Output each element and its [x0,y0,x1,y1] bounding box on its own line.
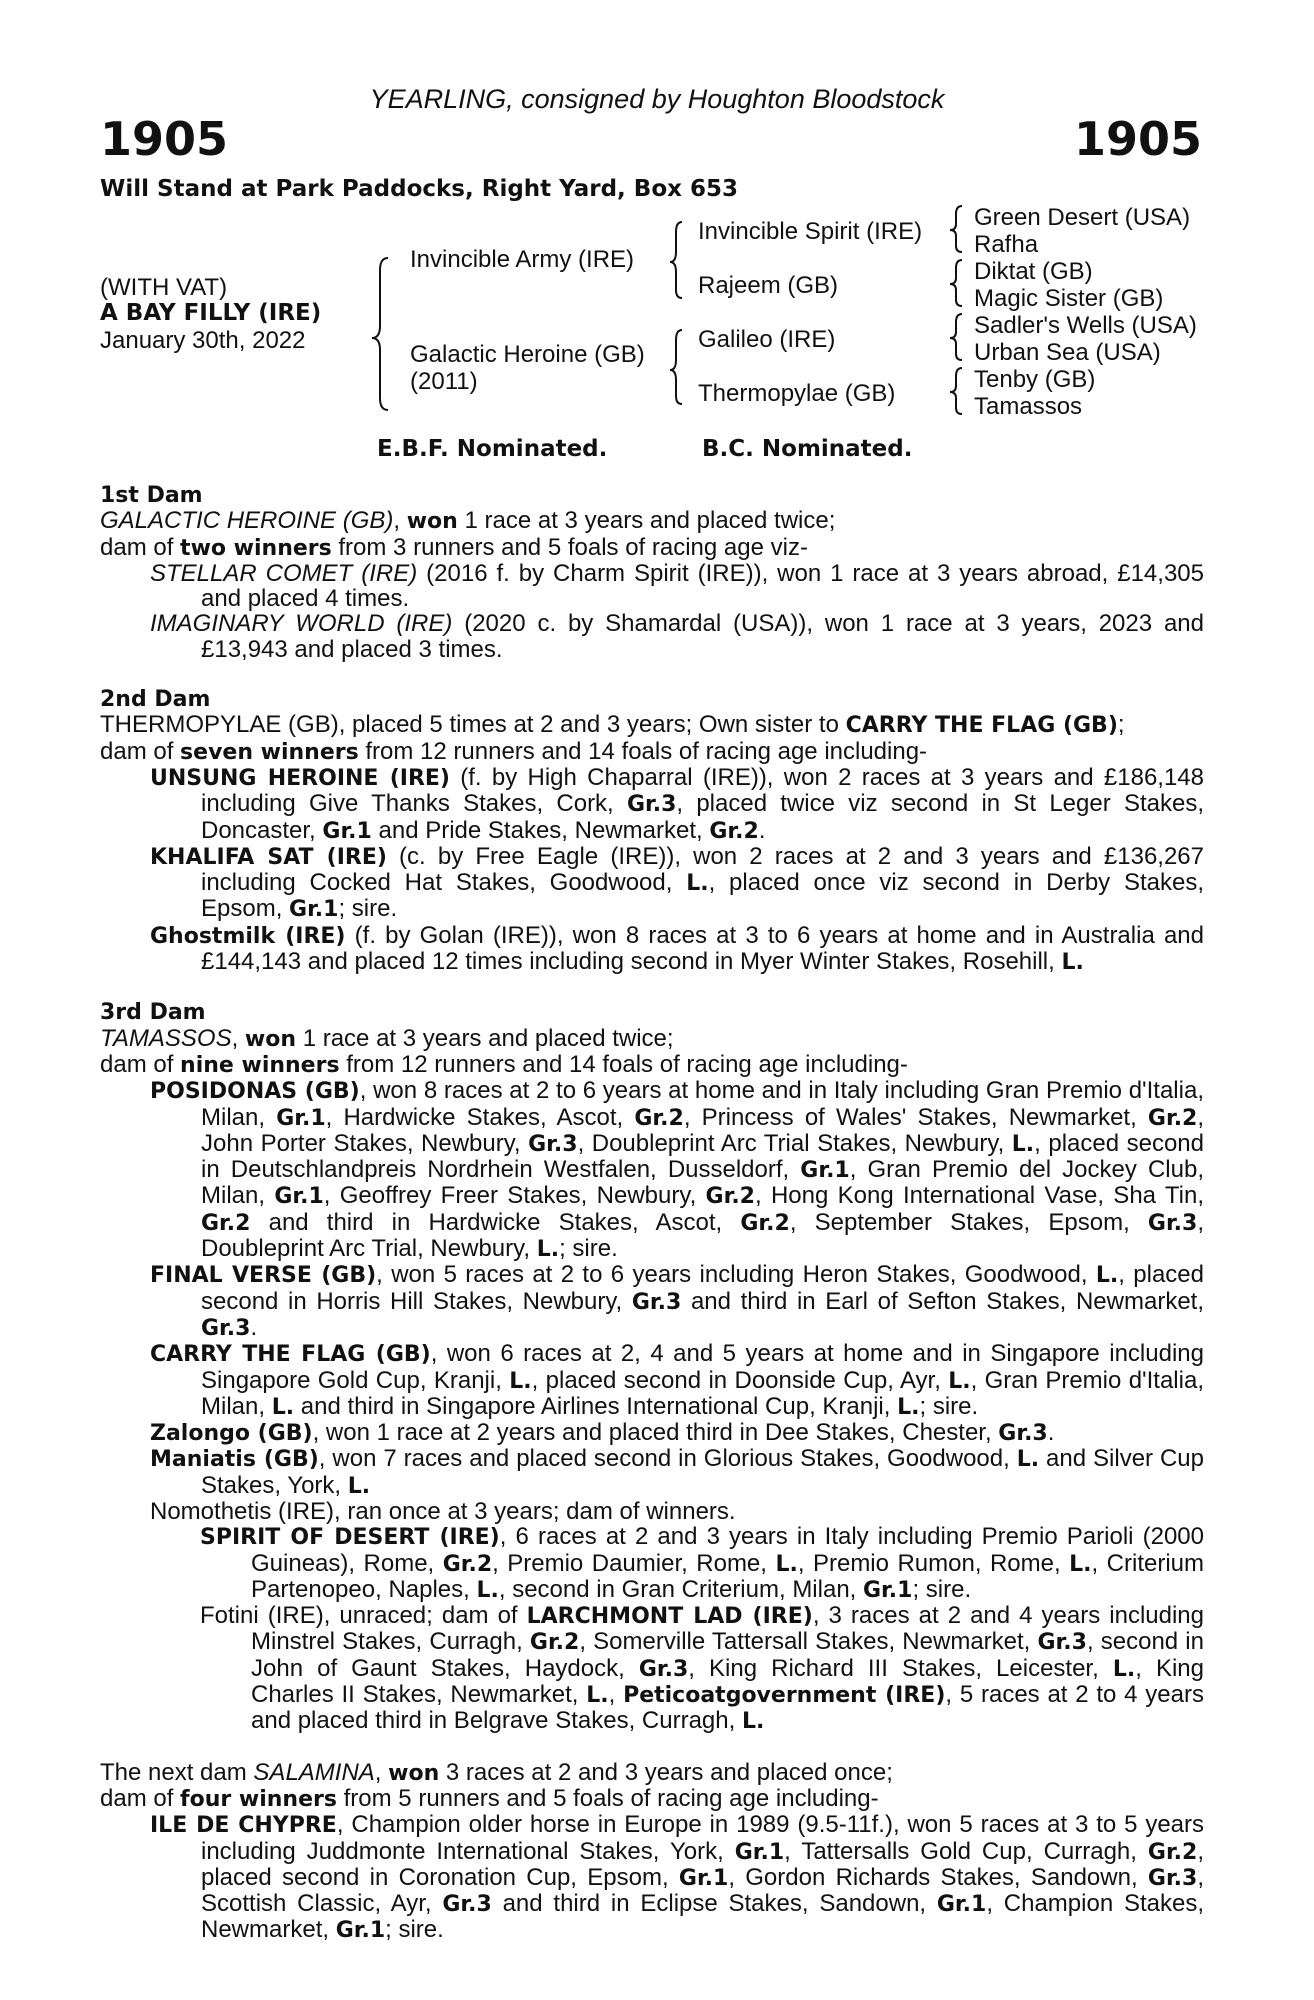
pedigree-dam: Galactic Heroine (GB) [410,341,645,368]
pedigree-sire-dam: Rajeem (GB) [698,272,839,299]
lot-number-left: 1905 [100,112,229,166]
third-dam-progeny-nomothetis: Nomothetis (IRE), ran once at 3 years; dam of winners. [150,1497,736,1525]
pedigree-sss: Green Desert (USA) [974,204,1191,231]
first-dam-name: GALACTIC HEROINE (GB) [100,507,394,535]
brace-sire [670,222,682,298]
pedigree-sire-sire: Invincible Spirit (IRE) [698,218,923,245]
pedigree-ssd: Rafha [974,231,1039,258]
second-dam-produce-summary: dam of seven winners from 12 runners and 14 foals of racing age including- [100,737,928,765]
ebf-nomination: E.B.F. Nominated. [377,436,608,462]
brace-ds [950,314,962,360]
nomothetis-progeny-fotini: Fotini (IRE), unraced; dam of LARCHMONT LAD (IRE), 3 races at 2 and 4 years including Minstrel Stakes, Curragh, Gr.2, Somerville Tattersall Stakes, Newmarket, Gr.3, second in John of Gaunt Stakes, Haydock, Gr.3, King Richard III Stakes, Leicester, L., King Charles II Stakes, Newmarket, L., Peticoatgovernment (IRE), 5 races at 2 to 4 years and placed third in Belgrave Stakes, Curragh, L. [200,1602,1205,1735]
second-dam-heading: 2nd Dam [100,687,211,713]
pedigree-dds: Tenby (GB) [974,366,1096,393]
third-dam-progeny-maniatis: Maniatis (GB), won 7 races and placed second in Glorious Stakes, Goodwood, L. and Silver Cup Stakes, York, L. [150,1445,1204,1499]
next-dam-progeny-ile-de-chypre: ILE DE CHYPRE, Champion older horse in Europe in 1989 (9.5-11f.), won 5 races at 3 to 5 years including Juddmonte International Stakes, York, Gr.1, Tattersalls Gold Cup, Curragh, Gr.2, placed second in Coronation Cup, Epsom, Gr.1, Gordon Richards Stakes, Sandown, Gr.3, Scottish Classic, Ayr, Gr.3 and third in Eclipse Stakes, Sandown, Gr.1, Champion Stakes, Newmarket, Gr.1; sire. [150,1811,1205,1944]
second-dam-record: THERMOPYLAE (GB), placed 5 times at 2 and 3 years; Own sister to CARRY THE FLAG (GB); [100,711,1125,739]
brace-dam [670,330,682,404]
next-dam-produce-summary: dam of four winners from 5 runners and 5 foals of racing age including- [100,1784,879,1812]
brace-main [372,258,388,410]
first-dam-heading: 1st Dam [100,483,203,508]
next-dam-record: The next dam SALAMINA, won 3 races at 2 and 3 years and placed once; [100,1758,893,1786]
lot-number-right: 1905 [1073,112,1202,166]
third-dam-progeny-final-verse: FINAL VERSE (GB), won 5 races at 2 to 6 years including Heron Stakes, Goodwood, L., placed second in Horris Hill Stakes, Newbury, Gr.3 and third in Earl of Sefton Stakes, Newmarket, Gr.3. [150,1261,1205,1341]
first-dam-record: GALACTIC HEROINE (GB), won 1 race at 3 years and placed twice; [100,507,836,535]
pedigree-dam-sire: Galileo (IRE) [698,326,836,353]
second-dam-progeny-1: UNSUNG HEROINE (IRE) (f. by High Chaparral (IRE)), won 2 races at 3 years and £186,148 including Give Thanks Stakes, Cork, Gr.3, placed twice viz second in St Leger Stakes, Doncaster, Gr.1 and Pride Stakes, Newmarket, Gr.2. [150,763,1205,844]
first-dam-produce-summary: dam of two winners from 3 runners and 5 foals of racing age viz- [100,533,808,561]
third-dam-progeny-carry-the-flag: CARRY THE FLAG (GB), won 6 races at 2, 4 and 5 years at home and in Singapore including Singapore Gold Cup, Kranji, L., placed second in Doonside Cup, Ayr, L., Gran Premio d'Italia, Milan, L. and third in Singapore Airlines International Cup, Kranji, L.; sire. [150,1340,1204,1420]
bc-nomination: B.C. Nominated. [702,436,913,462]
third-dam-heading: 3rd Dam [100,1000,206,1026]
first-dam-progeny-2: IMAGINARY WORLD (IRE) (2020 c. by Shamardal (USA)), won 1 race at 3 years, 2023 and £13,943 and placed 3 times. [150,610,1204,663]
pedigree-dam-dam: Thermopylae (GB) [698,380,896,407]
pedigree-sdd: Magic Sister (GB) [974,285,1164,312]
horse-name: A BAY FILLY (IRE) [100,300,322,326]
pedigree-ddd: Tamassos [974,393,1083,420]
brace-sd [950,260,962,306]
second-dam-progeny-3: Ghostmilk (IRE) (f. by Golan (IRE)), won 8 races at 3 to 6 years at home and in Australia and £144,143 and placed 12 times including second in Myer Winter Stakes, Rosehill, L. [150,921,1204,976]
third-dam-record: TAMASSOS, won 1 race at 3 years and placed twice; [100,1024,674,1052]
brace-ss [950,206,962,252]
pedigree-dss: Sadler's Wells (USA) [974,312,1197,339]
first-dam-progeny-1: STELLAR COMET (IRE) (2016 f. by Charm Spirit (IRE)), won 1 race at 3 years abroad, £14,305 and placed 4 times. [150,559,1204,613]
pedigree-sds: Diktat (GB) [974,258,1093,285]
pedigree-dsd: Urban Sea (USA) [974,339,1161,366]
consignor-line: YEARLING, consigned by Houghton Bloodstock [369,84,945,114]
pedigree-sire: Invincible Army (IRE) [410,246,635,273]
vat-note: (WITH VAT) [100,274,228,301]
nomothetis-progeny-spirit-of-desert: SPIRIT OF DESERT (IRE), 6 races at 2 and 3 years in Italy including Premio Parioli (2000 Guineas), Rome, Gr.2, Premio Daumier, Rome, L., Premio Rumon, Rome, L., Criterium Partenopeo, Naples, L., second in Gran Criterium, Milan, Gr.1; sire. [200,1523,1205,1603]
pedigree-dam-year: (2011) [410,368,478,395]
third-dam-produce-summary: dam of nine winners from 12 runners and 14 foals of racing age including- [100,1050,908,1078]
foaling-date: January 30th, 2022 [100,327,306,354]
second-dam-progeny-2: KHALIFA SAT (IRE) (c. by Free Eagle (IRE)), won 2 races at 2 and 3 years and £136,267 including Cocked Hat Stakes, Goodwood, L., placed once viz second in Derby Stakes, Epsom, Gr.1; sire. [150,842,1205,923]
third-dam-progeny-zalongo: Zalongo (GB), won 1 race at 2 years and placed third in Dee Stakes, Chester, Gr.3. [150,1419,1055,1447]
brace-dd [950,368,962,414]
stand-location: Will Stand at Park Paddocks, Right Yard, Box 653 [100,176,738,202]
third-dam-progeny-posidonas: POSIDONAS (GB), won 8 races at 2 to 6 years at home and in Italy including Gran Premio d'Italia, Milan, Gr.1, Hardwicke Stakes, Ascot, Gr.2, Princess of Wales' Stakes, Newmarket, Gr.2, John Porter Stakes, Newbury, Gr.3, Doubleprint Arc Trial Stakes, Newbury, L., placed second in Deutschlandpreis Nordrhein Westfalen, Dusseldorf, Gr.1, Gran Premio del Jockey Club, Milan, Gr.1, Geoffrey Freer Stakes, Newbury, Gr.2, Hong Kong International Vase, Sha Tin, Gr.2 and third in Hardwicke Stakes, Ascot, Gr.2, September Stakes, Epsom, Gr.3, Doubleprint Arc Trial, Newbury, L.; sire. [150,1077,1205,1263]
catalogue-body [100,483,1204,1944]
